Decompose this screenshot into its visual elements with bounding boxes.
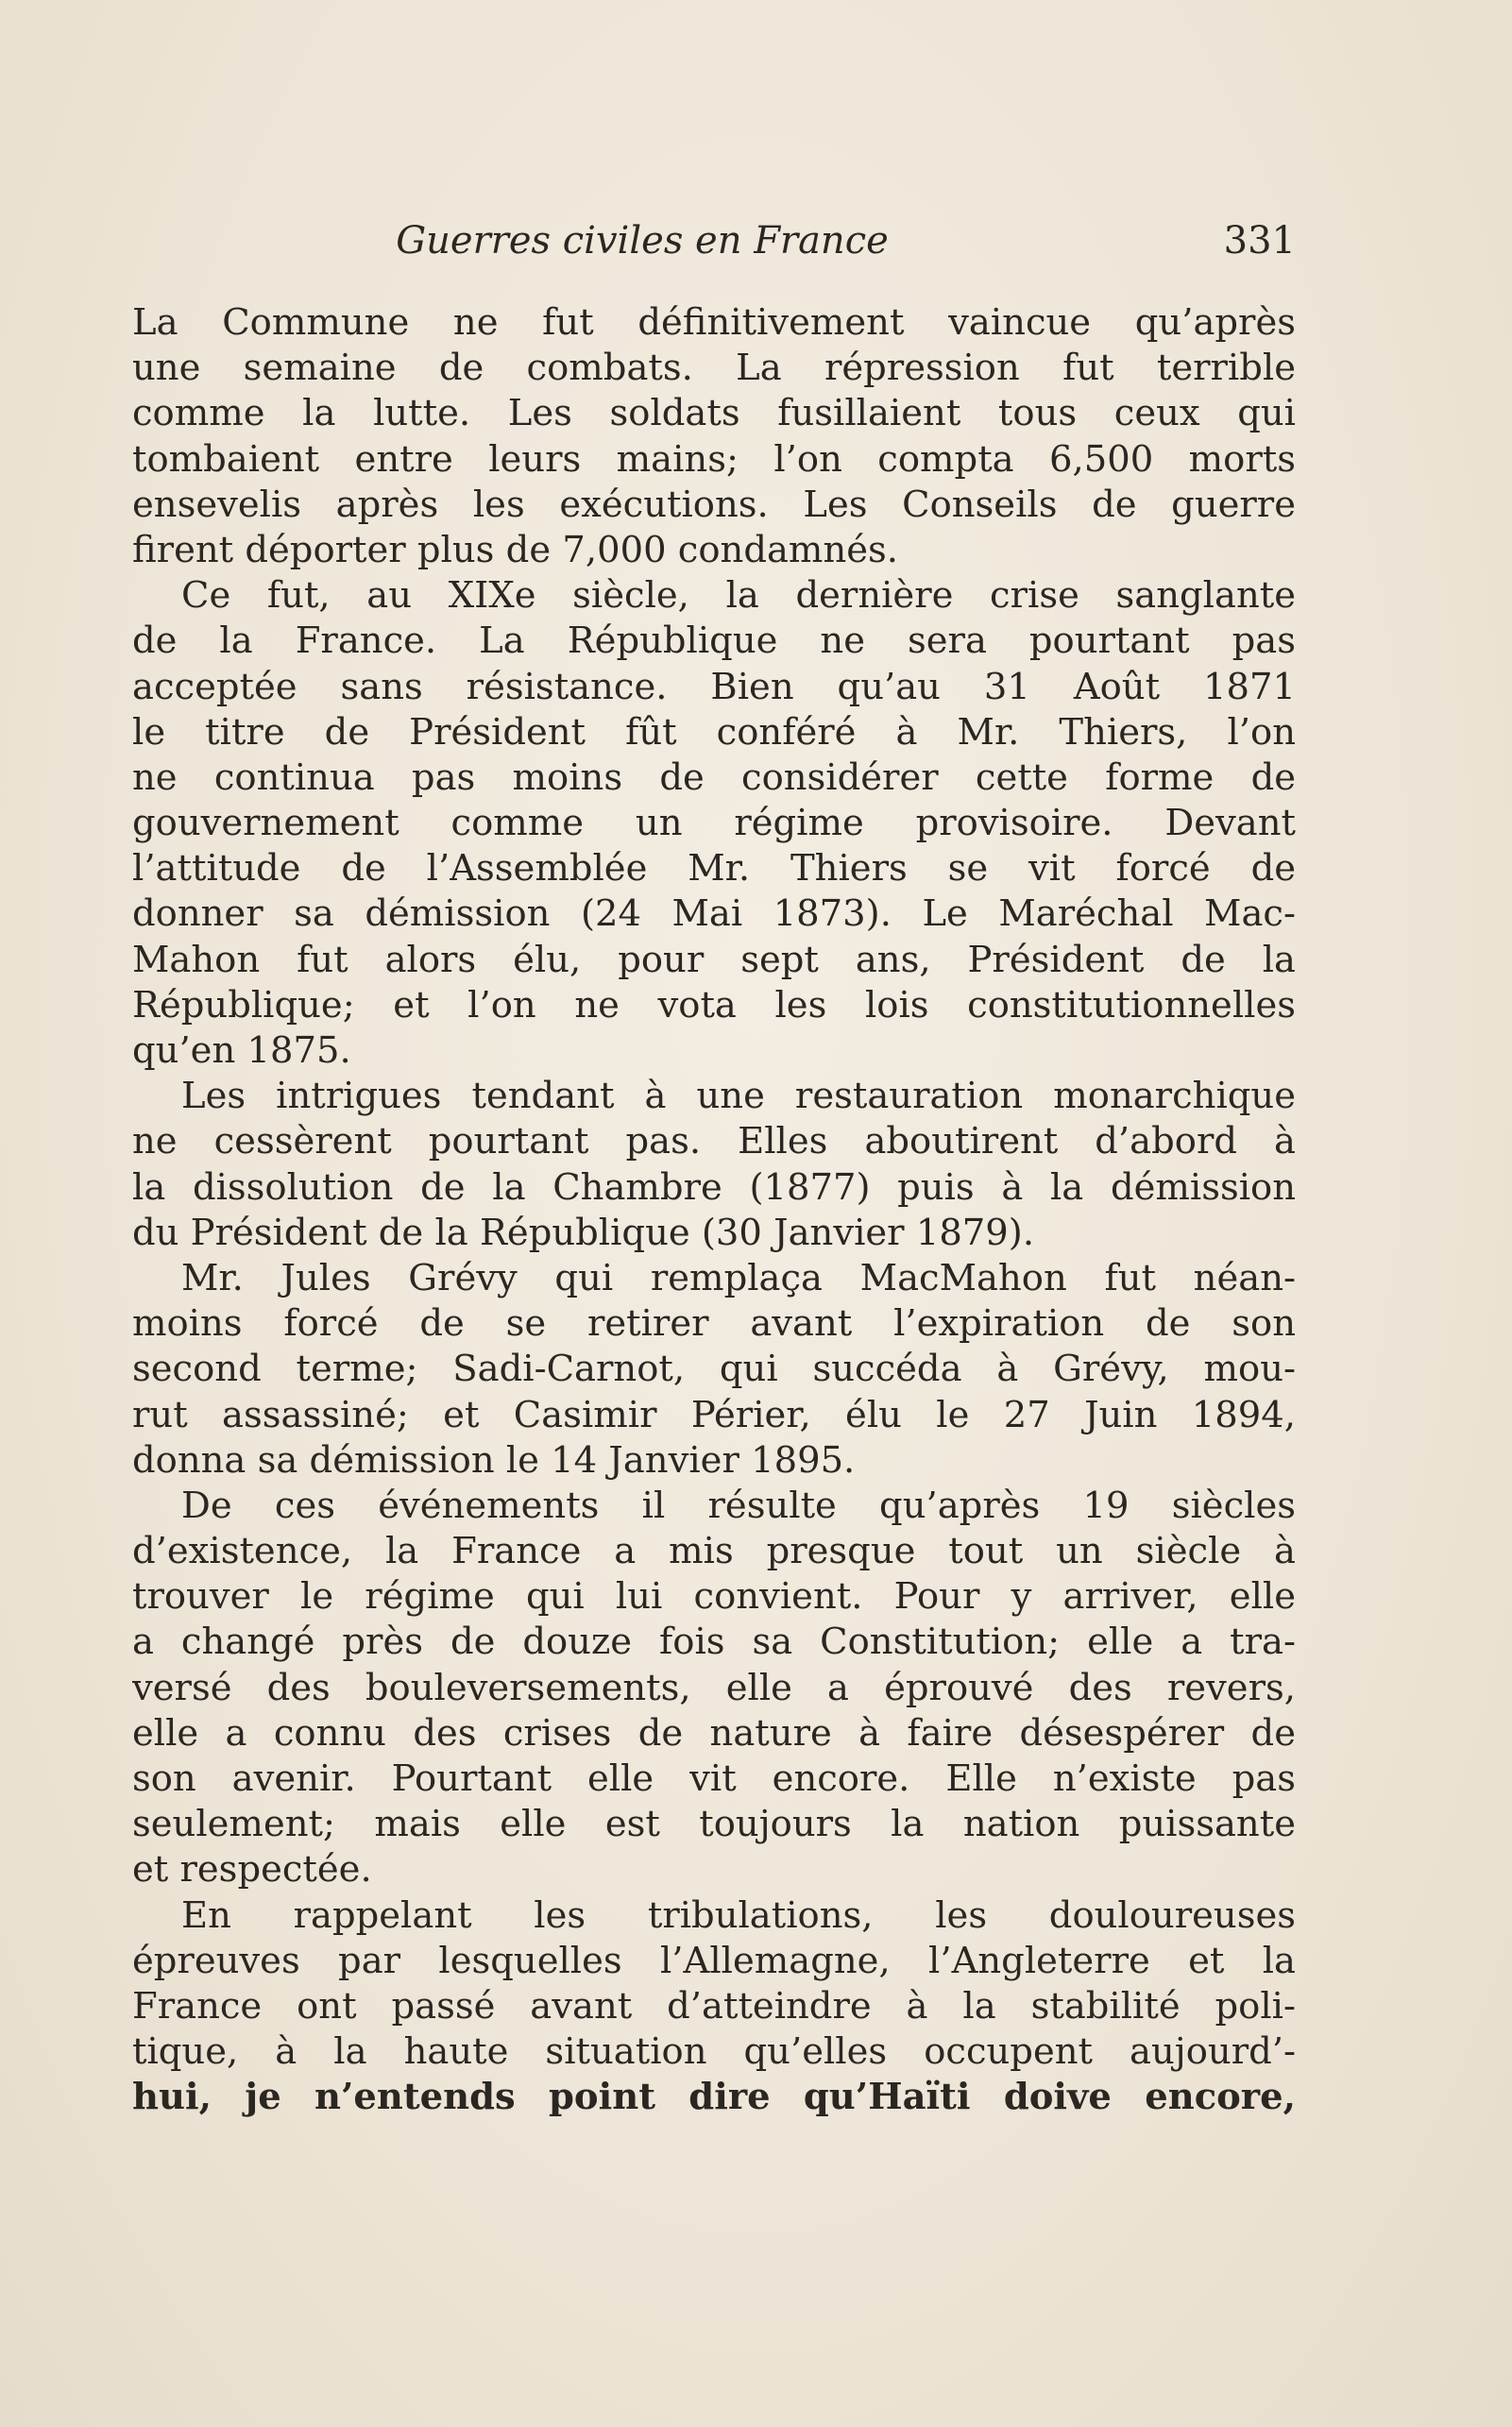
text-line: l’attitude de l’Assemblée Mr. Thiers se vit forcé de bbox=[132, 847, 1296, 891]
text-line: hui, je n’entends point dire qu’Haïti doive encore, bbox=[132, 2076, 1296, 2119]
text-line: de la France. La République ne sera pourtant pas bbox=[132, 619, 1296, 663]
text-line: d’existence, la France a mis presque tout un siècle à bbox=[132, 1530, 1296, 1573]
text-line: La Commune ne fut définitivement vaincue qu’après bbox=[132, 301, 1296, 344]
page-number: 331 bbox=[1223, 219, 1296, 263]
text-line: gouvernement comme un régime provisoire. Devant bbox=[132, 802, 1296, 845]
text-line: le titre de Président fût conféré à Mr. Thiers, l’on bbox=[132, 710, 1296, 754]
paragraph-first-line: En rappelant les tribulations, les douloureuses bbox=[181, 1893, 1296, 1937]
running-title: Guerres civiles en France bbox=[396, 219, 889, 263]
text-line: rut assassiné; et Casimir Périer, élu le 27 Juin 1894, bbox=[132, 1393, 1296, 1436]
text-line: trouver le régime qui lui convient. Pour y arriver, elle bbox=[132, 1575, 1296, 1619]
text-line: ne cessèrent pourtant pas. Elles aboutirent d’abord à bbox=[132, 1120, 1296, 1163]
text-line: France ont passé avant d’atteindre à la stabilité poli- bbox=[132, 1984, 1296, 2028]
text-line: moins forcé de se retirer avant l’expiration de son bbox=[132, 1302, 1296, 1346]
paragraph-first-line: Mr. Jules Grévy qui remplaça MacMahon fut néan- bbox=[181, 1256, 1296, 1299]
text-line: comme la lutte. Les soldats fusillaient tous ceux qui bbox=[132, 392, 1296, 435]
text-line: acceptée sans résistance. Bien qu’au 31 Août 1871 bbox=[132, 665, 1296, 708]
text-line: ensevelis après les exécutions. Les Conseils de guerre bbox=[132, 483, 1296, 526]
text-line: elle a connu des crises de nature à faire désespérer de bbox=[132, 1711, 1296, 1755]
text-line: qu’en 1875. bbox=[132, 1029, 351, 1072]
text-line: firent déporter plus de 7,000 condamnés. bbox=[132, 528, 899, 571]
text-line: donna sa démission le 14 Janvier 1895. bbox=[132, 1438, 856, 1482]
text-line: tombaient entre leurs mains; l’on compta 6,500 morts bbox=[132, 437, 1296, 481]
paragraph-first-line: De ces événements il résulte qu’après 19 siècles bbox=[181, 1484, 1296, 1527]
body-text bbox=[132, 300, 1296, 2121]
text-line: son avenir. Pourtant elle vit encore. Elle n’existe pas bbox=[132, 1757, 1296, 1800]
text-line: donner sa démission (24 Mai 1873). Le Maréchal Mac- bbox=[132, 892, 1296, 936]
text-line: versé des bouleversements, elle a éprouvé des revers, bbox=[132, 1666, 1296, 1709]
text-line: la dissolution de la Chambre (1877) puis à la démission bbox=[132, 1165, 1296, 1209]
paragraph-first-line: Les intrigues tendant à une restauration monarchique bbox=[181, 1075, 1296, 1118]
text-line: République; et l’on ne vota les lois constitutionnelles bbox=[132, 983, 1296, 1027]
text-line: épreuves par lesquelles l’Allemagne, l’Angleterre et la bbox=[132, 1939, 1296, 1982]
text-line: seulement; mais elle est toujours la nation puissante bbox=[132, 1803, 1296, 1846]
text-line: une semaine de combats. La répression fut terrible bbox=[132, 347, 1296, 390]
text-line: et respectée. bbox=[132, 1848, 372, 1892]
text-line: tique, à la haute situation qu’elles occupent aujourd’- bbox=[132, 2030, 1296, 2074]
text-line: ne continua pas moins de considérer cette forme de bbox=[132, 755, 1296, 799]
text-line: du Président de la République (30 Janvier 1879). bbox=[132, 1211, 1035, 1254]
text-line: a changé près de douze fois sa Constitution; elle a tra- bbox=[132, 1621, 1296, 1664]
paragraph-first-line: Ce fut, au XIXe siècle, la dernière crise sanglante bbox=[181, 574, 1296, 618]
running-header bbox=[132, 219, 1296, 276]
text-line: second terme; Sadi-Carnot, qui succéda à Grévy, mou- bbox=[132, 1348, 1296, 1391]
text-line: Mahon fut alors élu, pour sept ans, Président de la bbox=[132, 938, 1296, 981]
